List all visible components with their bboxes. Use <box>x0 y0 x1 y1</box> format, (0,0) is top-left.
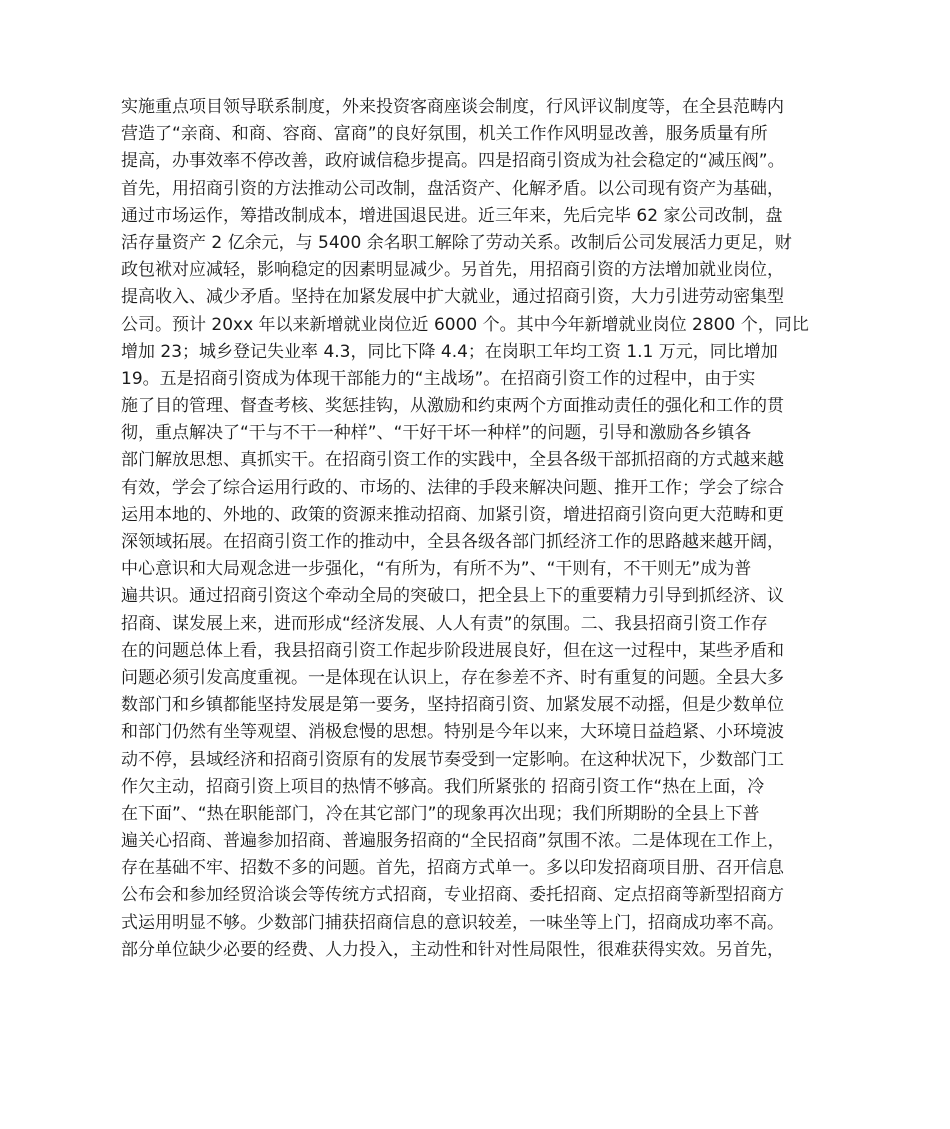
text-line: 提高，办事效率不停改善，政府诚信稳步提高。四是招商引资成为社会稳定的“减压阀”。 <box>121 151 785 172</box>
text-line: 营造了“亲商、和商、容商、富商”的良好氛围，机关工作作风明显改善，服务质量有所 <box>121 124 768 145</box>
text-line: 遍共识。通过招商引资这个牵动全局的突破口，把全县上下的重要精力引导到抓经济、议 <box>121 586 784 607</box>
text-line: 有效，学会了综合运用行政的、市场的、法律的手段来解决问题、推开工作；学会了综合 <box>121 477 784 498</box>
text-line: 部分单位缺少必要的经费、人力投入，主动性和针对性局限性，很难获得实效。另首先， <box>121 939 784 960</box>
text-line: 部门解放思想、真抓实干。在招商引资工作的实践中，全县各级干部抓招商的方式越来越 <box>121 450 784 471</box>
text-line: 活存量资产 2 亿余元，与 5400 余名职工解除了劳动关系。改制后公司发展活力更足，财 <box>121 232 792 253</box>
text-line: 彻，重点解决了“干与不干一种样”、“干好干坏一种样”的问题，引导和激励各乡镇各 <box>121 423 752 444</box>
text-line: 动不停，县域经济和招商引资原有的发展节奏受到一定影响。在这种状况下，少数部门工 <box>121 749 784 770</box>
text-line: 式运用明显不够。少数部门捕获招商信息的意识较差，一味坐等上门，招商成功率不高。 <box>121 912 784 933</box>
text-line: 首先，用招商引资的方法推动公司改制，盘活资产、化解矛盾。以公司现有资产为基础， <box>121 178 784 199</box>
body-text <box>121 94 841 964</box>
text-line: 公司。预计 20xx 年以来新增就业岗位近 6000 个。其中今年新增就业岗位 2800 个，同比 <box>121 314 809 335</box>
text-line: 运用本地的、外地的、政策的资源来推动招商、加紧引资，增进招商引资向更大范畴和更 <box>121 504 784 525</box>
text-line: 和部门仍然有坐等观望、消极怠慢的思想。特别是今年以来，大环境日益趋紧、小环境波 <box>121 722 784 743</box>
text-line: 数部门和乡镇都能坚持发展是第一要务，坚持招商引资、加紧发展不动摇，但是少数单位 <box>121 695 784 716</box>
text-line: 问题必须引发高度重视。一是体现在认识上，存在参差不齐、时有重复的问题。全县大多 <box>121 667 784 688</box>
text-line: 实施重点项目领导联系制度，外来投资客商座谈会制度，行风评议制度等，在全县范畴内 <box>121 97 784 117</box>
text-line: 遍关心招商、普遍参加招商、普遍服务招商的“全民招商”氛围不浓。二是体现在工作上， <box>121 831 785 852</box>
text-line: 公布会和参加经贸洽谈会等传统方式招商，专业招商、委托招商、定点招商等新型招商方 <box>121 885 784 906</box>
text-line: 增加 23；城乡登记失业率 4.3，同比下降 4.4；在岗职工年均工资 1.1 万元，同比增加 <box>121 341 778 362</box>
text-line: 在下面”、“热在职能部门，冷在其它部门”的现象再次出现；我们所期盼的全县上下普 <box>121 803 760 824</box>
text-line: 提高收入、减少矛盾。坚持在加紧发展中扩大就业，通过招商引资，大力引进劳动密集型 <box>121 287 784 308</box>
text-line: 19。五是招商引资成为体现干部能力的“主战场”。在招商引资工作的过程中，由于实 <box>121 368 756 389</box>
text-line: 通过市场运作，筹措改制成本，增进国退民进。近三年来，先后完毕 62 家公司改制，盘 <box>121 205 783 226</box>
text-line: 政包袱对应减轻，影响稳定的因素明显减少。另首先，用招商引资的方法增加就业岗位， <box>121 260 784 281</box>
text-line: 在的问题总体上看，我县招商引资工作起步阶段进展良好，但在这一过程中，某些矛盾和 <box>121 640 784 661</box>
text-line: 存在基础不牢、招数不多的问题。首先，招商方式单一。多以印发招商项目册、召开信息 <box>121 858 784 879</box>
text-line: 招商、谋发展上来，进而形成“经济发展、人人有责”的氛围。二、我县招商引资工作存 <box>121 613 768 634</box>
text-line: 施了目的管理、督查考核、奖惩挂钩，从激励和约束两个方面推动责任的强化和工作的贯 <box>121 396 784 417</box>
text-line: 作欠主动，招商引资上项目的热情不够高。我们所紧张的 招商引资工作“热在上面，冷 <box>121 776 765 797</box>
text-line: 深领域拓展。在招商引资工作的推动中，全县各级各部门抓经济工作的思路越来越开阔， <box>121 532 784 552</box>
text-line: 中心意识和大局观念进一步强化，“有所为，有所不为”、“干则有，不干则无”成为普 <box>121 559 752 580</box>
